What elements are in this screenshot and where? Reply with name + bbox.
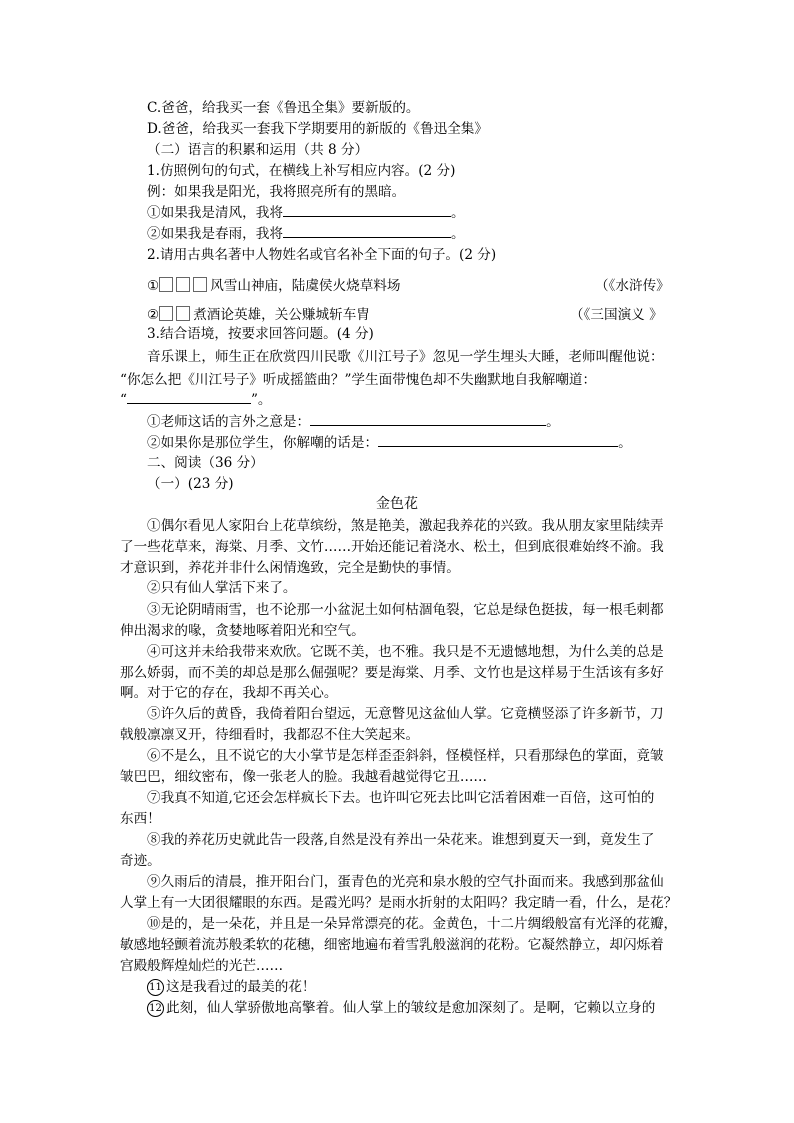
paragraph-number: 12 — [147, 1000, 164, 1017]
paragraph-6: 皱巴巴，细纹密布，像一张老人的脸。我越看越觉得它丑…… — [120, 769, 488, 785]
q3-context-2: “你怎么把《川江号子》听成摇篮曲？”学生面带愧色却不失幽默地自我解嘲道： — [120, 372, 597, 388]
paragraph-3: 伸出渴求的喙，贪婪地啄着阳光和空气。 — [120, 623, 365, 639]
answer-blank[interactable] — [310, 410, 546, 426]
paragraph-1: 才意识到，养花并非什么闲情逸致，完全是勤快的事情。 — [120, 560, 460, 576]
paragraph-4: 那么娇弱，而不美的却总是那么倔强呢？要是海棠、月季、文竹也是这样易于生活该有多好 — [120, 665, 664, 681]
source-shuihu: （《水浒传》 — [595, 278, 670, 294]
paragraph-8: 奇迹。 — [120, 853, 161, 869]
source-sanguo: （《三国演义 》 — [570, 307, 663, 323]
reading-part-1: （一）(23 分) — [147, 476, 234, 492]
paragraph-2: ②只有仙人掌活下来了。 — [147, 580, 297, 596]
paragraph-6: ⑥不是么，且不说它的大小掌节是怎样歪歪斜斜，怪模怪样，只看那绿色的掌面，竟皱 — [147, 748, 664, 764]
section-heading-reading: 二、阅读（36 分） — [147, 455, 264, 471]
paragraph-1: 了一些花草来，海棠、月季、文竹……开始还能记着浇水、松土，但到底很难始终不渝。我 — [120, 539, 664, 555]
paragraph-9: ⑨久雨后的清晨，推开阳台门，蛋青色的光亮和泉水般的空气扑面而来。我感到那盆仙 — [147, 874, 664, 890]
q3-quote-blank: “ ”。 — [120, 388, 272, 412]
q3-sub-2: ②如果你是那位学生，你解嘲的话是： 。 — [147, 431, 632, 455]
answer-blank[interactable] — [127, 388, 251, 404]
answer-blank[interactable] — [283, 201, 451, 217]
q3-context-1: 音乐课上，师生正在欣赏四川民歌《川江号子》忽见一学生埋头大睡，老师叫醒他说： — [147, 349, 664, 365]
fill-boxes[interactable] — [159, 276, 210, 300]
paragraph-10: 宫殿般辉煌灿烂的光芒…… — [120, 958, 284, 974]
paragraph-4: 啊。对于它的存在，我却不再关心。 — [120, 685, 338, 701]
passage-title: 金色花 — [376, 496, 418, 512]
paragraph-12: 12 此刻，仙人掌骄傲地高擎着。仙人掌上的皱纹是愈加深刻了。是啊，它赖以立身的 — [147, 996, 655, 1020]
paragraph-1: ①偶尔看见人家阳台上花草缤纷，煞是艳美，激起我养花的兴致。我从朋友家里陆续弄 — [147, 518, 664, 534]
q3-sub-1: ①老师这话的言外之意是： 。 — [147, 410, 560, 434]
paragraph-7: 东西！ — [120, 811, 161, 827]
paragraph-10: ⑩是的，是一朵花，并且是一朵异常漂亮的花。金黄色，十二片绸缎般富有光泽的花瓣， — [147, 916, 678, 932]
q2-item-1: ① 风雪山神庙，陆虞侯火烧草料场 — [147, 274, 401, 300]
answer-blank[interactable] — [283, 222, 451, 238]
question-1: 1.仿照例句的句式，在横线上补写相应内容。(2 分) — [147, 163, 456, 179]
section-heading-language: （二）语言的积累和运用（共 8 分） — [147, 142, 369, 158]
question-3: 3.结合语境，按要求回答问题。(4 分) — [147, 326, 374, 342]
paragraph-3: ③无论阴晴雨雪，也不论那一小盆泥土如何枯涸龟裂，它总是绿色挺拔，每一根毛刺都 — [147, 602, 664, 618]
question-2: 2.请用古典名著中人物姓名或官名补全下面的句子。(2 分) — [147, 247, 497, 263]
q2-item-2: ② 煮酒论英雄，关公赚城斩车胄 — [147, 303, 370, 329]
paragraph-8: ⑧我的养花历史就此告一段落,自然是没有养出一朵花来。谁想到夏天一到，竟发生了 — [147, 832, 655, 848]
option-d: D.爸爸，给我买一套我下学期要用的新版的《鲁迅全集》 — [147, 121, 488, 137]
paragraph-4: ④可这并未给我带来欢欣。它既不美，也不雅。我只是不无遗憾地想，为什么美的总是 — [147, 644, 664, 660]
paragraph-9: 人掌上有一大团很耀眼的东西。是霞光吗？是雨水折射的太阳吗？我定睛一看，什么，是花？ — [120, 895, 678, 911]
paragraph-5: ⑤许久后的黄昏，我倚着阳台望远，无意瞥见这盆仙人掌。它竟横竖添了许多新节，刀 — [147, 706, 664, 722]
option-c: C.爸爸，给我买一套《鲁迅全集》要新版的。 — [147, 100, 420, 116]
q1-item-2: ②如果我是春雨，我将 。 — [147, 222, 465, 246]
answer-blank[interactable] — [378, 431, 618, 447]
paragraph-10: 敏感地轻颤着流苏般柔软的花穗，细密地遍布着雪乳般滋润的花粉。它凝然静立，却闪烁着 — [120, 937, 664, 953]
paragraph-number: 11 — [147, 979, 164, 996]
paragraph-7: ⑦我真不知道,它还会怎样疯长下去。也许叫它死去比叫它活着困难一百倍，这可怕的 — [147, 790, 655, 806]
paragraph-11: 11 这是我看过的最美的花！ — [147, 975, 316, 999]
q1-item-1: ①如果我是清风，我将 。 — [147, 201, 465, 225]
example-sentence: 例：如果我是阳光，我将照亮所有的黑暗。 — [147, 184, 406, 200]
paragraph-5: 戟般凛凛叉开，待细看时，我都忍不住大笑起来。 — [120, 727, 420, 743]
